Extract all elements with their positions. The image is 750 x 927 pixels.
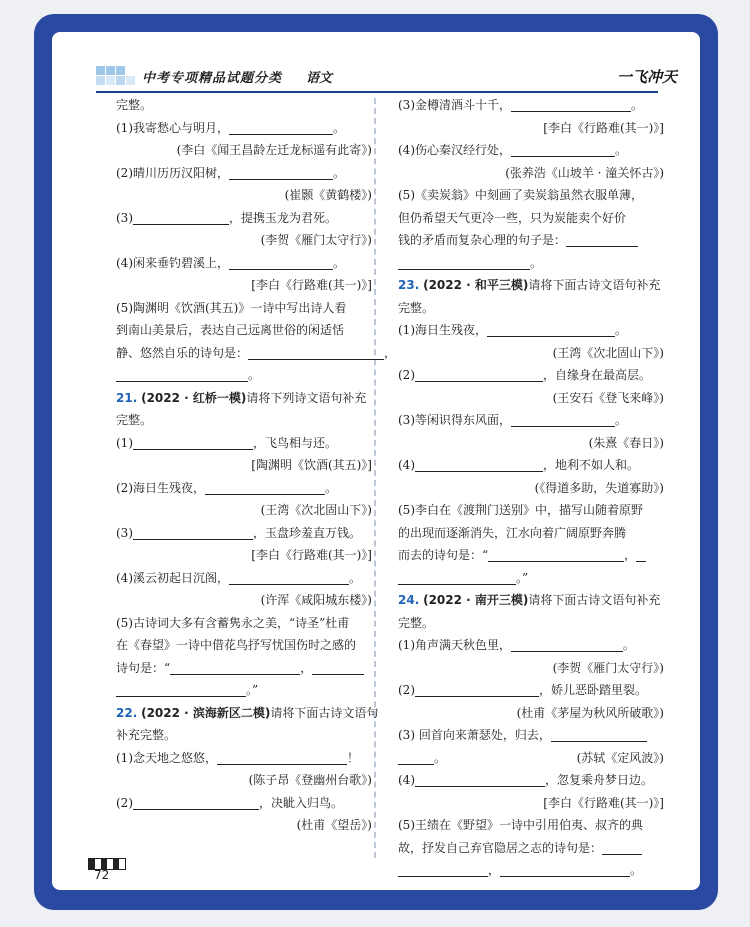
answer-blank[interactable] [116,682,246,697]
question-source-tag: (2022 · 和平三模) [423,278,529,292]
answer-blank[interactable] [205,480,325,495]
question-header: 21. (2022 · 红桥一模)请将下列诗文语句补充 [116,390,367,405]
source-citation: (杜甫《茅屋为秋风所破歌》) [516,705,664,720]
question-item: 静、悠然自乐的诗句是： ， [116,345,397,360]
right-column [398,94,664,882]
question-item: ， 。 [398,859,664,882]
answer-blank[interactable] [229,255,333,270]
question-item: (4)闲来垂钓碧溪上， 。 [116,255,346,270]
question-item: (3)等闲识得东风面， 。 [398,413,628,427]
header-rule [96,91,658,93]
question-item: (4)伤心秦汉经行处， 。 [398,143,628,157]
answer-blank[interactable] [116,367,248,382]
source-citation: [李白《行路难(其一)》] [543,120,664,135]
page-header [52,32,700,100]
answer-blank[interactable] [133,435,253,450]
question-item: (3) ，玉盘珍羞直万钱。 [116,525,362,540]
page-number-text: 72 [94,868,110,882]
question-source-tag: (2022 · 红桥一模) [141,390,247,405]
source-citation: [陶渊明《饮酒(其五)》] [251,458,372,472]
question-item: 。 [398,252,664,275]
answer-blank[interactable] [566,232,638,247]
book-page [52,32,700,890]
source-citation: (苏轼《定风波》) [576,750,664,765]
source-citation: (《得道多助，失道寡助》) [534,480,664,495]
question-header: 22. (2022 · 滨海新区二模)请将下面古诗文语句 [116,705,379,720]
question-item: 故，抒发自己弃官隐居之志的诗句是： [398,837,664,860]
answer-blank[interactable] [488,547,624,562]
answer-blank[interactable] [398,570,516,585]
question-number: 23. [398,278,420,292]
answer-blank[interactable] [133,795,259,810]
answer-blank[interactable] [133,525,253,540]
question-item: 。” [116,679,372,702]
question-text: (5)李白在《渡荆门送别》中，描写山随着原野 [398,503,643,517]
question-item: (2) ，决眦入归鸟。 [116,795,344,810]
question-item: (4) ，忽复乘舟梦日边。 [398,773,654,787]
source-citation: [李白《行路难(其一)》] [251,548,372,562]
source-citation: [李白《行路难(其一)》] [543,795,664,810]
question-text: 完整。 [116,413,153,427]
question-number: 22. [116,705,138,720]
answer-blank[interactable] [217,750,347,765]
question-number: 21. [116,390,138,405]
answer-blank[interactable] [415,772,545,787]
answer-blank[interactable] [248,345,384,360]
answer-blank[interactable] [511,97,631,112]
question-item: 。” [398,567,664,590]
question-item: (1)念天地之悠悠， ！ [116,750,360,765]
question-item: (2) ，自缘身在最高层。 [398,368,652,382]
answer-blank[interactable] [602,840,642,855]
source-citation: (李贺《雁门太守行》) [260,233,372,247]
brand-logo: 一飞冲天 [617,68,678,86]
question-item: 钱的矛盾而复杂心理的句子是： [398,229,664,252]
answer-blank[interactable] [398,255,530,270]
question-item: (2)晴川历历汉阳树， 。 [116,165,346,180]
question-text: 完整。 [398,615,435,630]
source-citation: (杜甫《望岳》) [296,818,372,832]
question-item: 而去的诗句是：“ ， [398,544,664,567]
source-citation: (李贺《雁门太守行》) [552,660,664,675]
answer-blank[interactable] [170,660,300,675]
question-text: 在《春望》一诗中借花鸟抒写忧国伤时之感的 [116,638,357,652]
question-text: (5)陶渊明《饮酒(其五)》一诗中写出诗人看 [116,300,347,315]
answer-blank[interactable] [551,727,647,742]
left-column [116,94,397,837]
question-text: 到南山美景后，表达自己远离世俗的闲适恬 [116,323,345,337]
answer-blank[interactable] [500,862,630,877]
answer-blank[interactable] [511,637,623,652]
answer-blank[interactable] [415,457,543,472]
source-citation: [李白《行路难(其一)》] [251,278,372,292]
question-source-tag: (2022 · 南开三模) [423,593,529,607]
question-item: (2)海日生残夜， 。 [116,480,338,495]
source-citation: (许浑《咸阳城东楼》) [260,593,372,607]
answer-blank[interactable] [229,120,333,135]
question-item: 。 [116,364,372,387]
subject-label: 语文 [306,71,333,86]
answer-blank[interactable] [415,682,539,697]
question-item: (3) ，提携玉龙为君死。 [116,210,338,225]
answer-blank[interactable] [511,412,615,427]
question-header: 23. (2022 · 和平三模)请将下面古诗文语句补充 [398,278,661,292]
answer-blank[interactable] [133,210,229,225]
book-title: 中考专项精品试题分类 [142,71,283,86]
question-source-tag: (2022 · 滨海新区二模) [141,705,271,720]
answer-blank[interactable] [415,367,543,382]
question-text: 的出现而逐渐消失，江水向着广阔原野奔腾 [398,525,627,540]
question-item: 诗句是：“ ， [116,657,372,680]
answer-blank[interactable] [487,322,615,337]
continuation-text: 完整。 [116,98,153,112]
question-header: 24. (2022 · 南开三模)请将下面古诗文语句补充 [398,593,661,607]
question-item: (3) 回首向来萧瑟处，归去， [398,724,664,747]
question-item: (1)海日生残夜， 。 [398,323,628,337]
answer-blank[interactable] [398,862,488,877]
question-text: 完整。 [398,300,435,315]
source-citation: (朱熹《春日》) [588,435,664,450]
question-text: (5)《卖炭翁》中刻画了卖炭翁虽然衣服单薄， [398,188,643,202]
answer-blank[interactable] [398,750,434,765]
source-citation: (王安石《登飞来峰》) [552,390,664,405]
source-citation: (陈子昂《登幽州台歌》) [248,773,372,787]
question-item: (2) ，娇儿恶卧踏里裂。 [398,683,648,697]
question-item: 。 (苏轼《定风波》) [398,747,664,770]
source-citation: (王湾《次北固山下》) [260,503,372,517]
question-text: 但仍希望天气更冷一些，只为炭能卖个好价 [398,210,627,225]
column-divider [374,98,376,858]
question-item: (1) ，飞鸟相与还。 [116,435,338,450]
question-item: (3)金樽清酒斗十千， 。 [398,98,644,112]
answer-blank[interactable] [229,165,333,180]
question-item: (1)我寄愁心与明月， 。 [116,120,346,135]
answer-blank[interactable] [636,547,646,562]
question-number: 24. [398,593,420,607]
question-item: (4) ，地利不如人和。 [398,458,640,472]
answer-blank[interactable] [229,570,349,585]
source-citation: (崔颢《黄鹤楼》) [284,188,372,202]
question-text: (5)古诗词大多有含蓄隽永之美，“诗圣”杜甫 [116,615,350,630]
source-citation: (李白《闻王昌龄左迁龙标遥有此寄》) [176,143,372,157]
page-number [88,858,128,888]
question-text: 补充完整。 [116,728,177,742]
source-citation: (王湾《次北固山下》) [552,345,664,360]
source-citation: (张养浩《山坡羊 · 潼关怀古》) [505,165,664,180]
question-item: (1)角声满天秋色里， 。 [398,638,636,652]
question-text: (5)王绩在《野望》一诗中引用伯夷、叔齐的典 [398,818,643,832]
answer-blank[interactable] [511,142,615,157]
question-item: (4)溪云初起日沉阁， 。 [116,570,362,585]
answer-blank[interactable] [312,660,364,675]
